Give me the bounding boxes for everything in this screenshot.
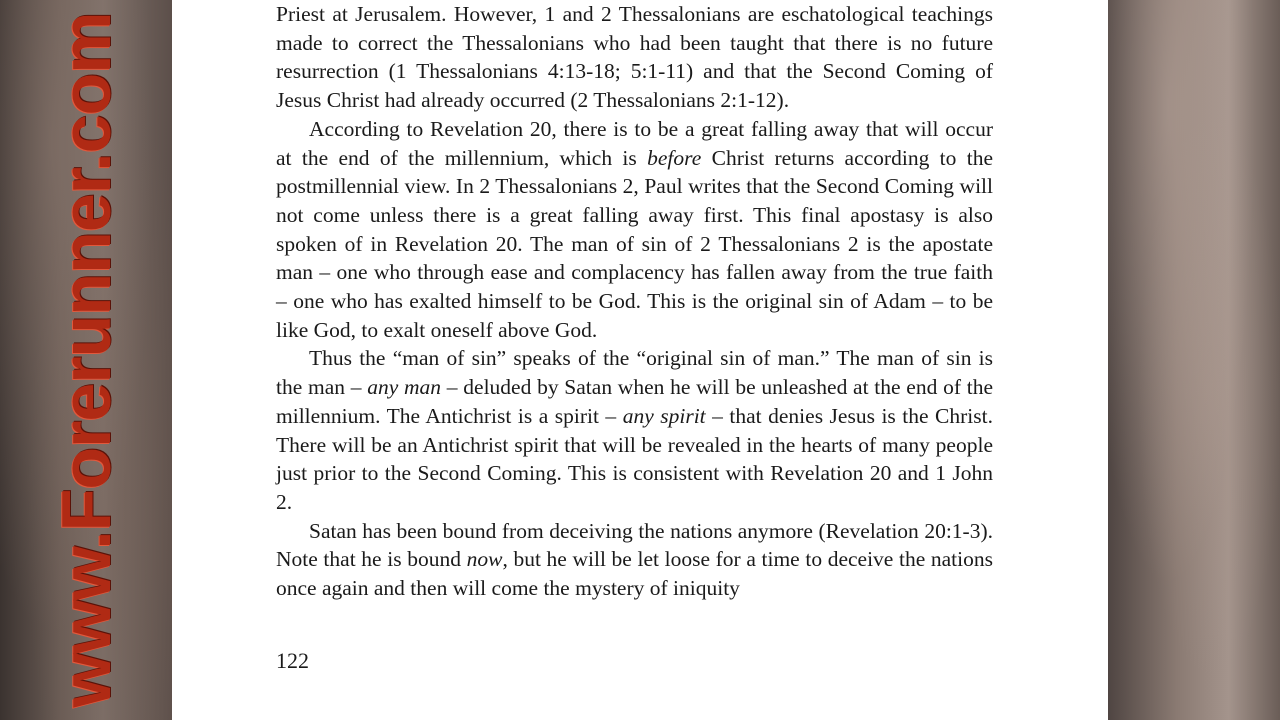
paragraph (276, 0, 993, 115)
page-number: 122 (276, 648, 309, 673)
paragraph (276, 115, 993, 345)
paragraph (276, 344, 993, 516)
text-run: According to Revelation 20, there is to be a great falling away that will occur at the end of the millennium, which is (276, 116, 993, 170)
book-page (172, 0, 1108, 720)
text-run: Thus the “man of sin” speaks of the “original sin of man.” The man of sin is the man – (276, 346, 993, 400)
paragraph (276, 517, 993, 603)
left-background-panel (0, 0, 172, 720)
emphasized-text: any spirit (622, 403, 706, 428)
watermark-text: www.Forerunner.com (47, 12, 125, 708)
page-body (276, 0, 993, 603)
text-run: – that denies Jesus is the Christ. There will be an Antichrist spirit that will be revealed in the hearts of many people just prior to the Second Coming. This is consistent with Revelation 20 and 1 John 2. (276, 403, 993, 514)
text-run: – deluded by Satan when he will be unleashed at the end of the millennium. The Antichrist is a spirit – (276, 375, 993, 428)
text-run: Christ returns according to the postmillennial view. In 2 Thessalonians 2, Paul writes that the Second Coming will not come unless there is a great falling away first. This final apostasy is also spoken of in Revelation 20. The man of sin of 2 Thessalonians 2 is the apostate man – one who through ease and complacency has fallen away from the true faith – one who has exalted himself to be God. This is the original sin of Adam – to be like God, to exalt oneself above God. (276, 145, 993, 342)
text-run: Satan has been bound from deceiving the nations anymore (Revelation 20:1-3). Note that he is bound (276, 518, 993, 572)
text-run: Priest at Jerusalem. However, 1 and 2 Thessalonians are eschatological teachings made to correct the Thessalonians who had been taught that there is no future resurrection (1 Thessalonians 4:13-18; 5:1-11) and that the Second Coming of Jesus Christ had already occurred (2 Thessalonians 2:1-12). (276, 2, 993, 113)
emphasized-text: before (647, 145, 702, 170)
emphasized-text: now (466, 547, 503, 572)
text-run: , but he will be let loose for a time to deceive the nations once again and then will come the mystery of iniquity (276, 547, 993, 601)
right-background-panel (1108, 0, 1280, 720)
emphasized-text: any man (367, 375, 442, 400)
